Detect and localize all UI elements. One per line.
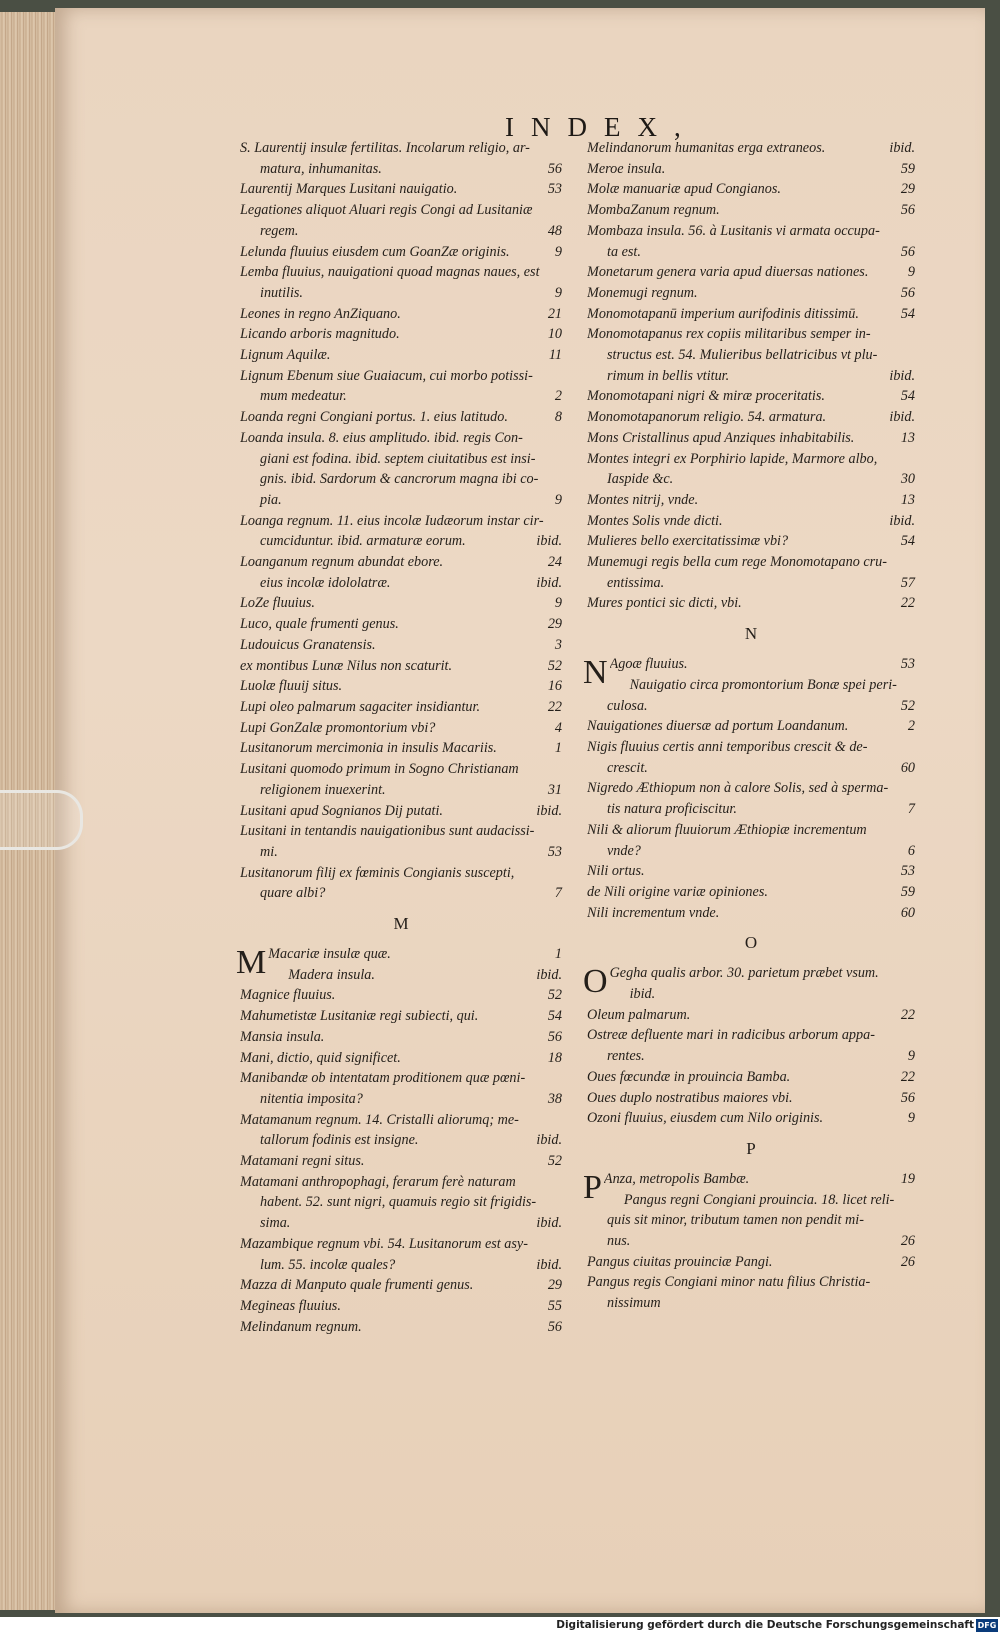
entry-line: Lusitani in tentandis nauigationibus sunt audacissi- (240, 823, 535, 840)
page-reference: 53 (900, 863, 915, 880)
index-entry (240, 656, 562, 677)
index-entry (240, 324, 562, 345)
page-reference: 57 (900, 574, 915, 591)
entry-line: gnis. ibid. Sardorum & cancrorum magna ibi co- (260, 471, 539, 488)
page-reference: 54 (900, 533, 915, 550)
entry-line: Mani, dictio, quid significet. (240, 1049, 401, 1066)
index-entry (240, 821, 562, 862)
entry-line: Nili & aliorum fluuiorum Æthiopiæ incrementum (587, 821, 867, 838)
entries-group-o (583, 963, 915, 1129)
entry-line: entissima. (607, 574, 665, 591)
entry-line: rimum in bellis vtitur. (607, 367, 730, 384)
entry-line: S. Laurentij insulæ fertilitas. Incolarum religio, ar- (240, 140, 530, 156)
entries-group-m (236, 944, 562, 1337)
entry-line: Monomotapanorum religio. 54. armatura. (587, 409, 827, 426)
entry-line: Mansia insula. (240, 1028, 325, 1045)
index-entry (587, 1005, 915, 1026)
index-entry (240, 1172, 562, 1234)
drop-capital: P (583, 1168, 602, 1206)
index-entry (587, 324, 915, 386)
entries-group-l (240, 138, 562, 904)
page-reference: 2 (907, 718, 915, 735)
index-entry (587, 200, 915, 221)
entry-line: Loanganum regnum abundat ebore. (240, 554, 444, 571)
page-reference: 56 (900, 1089, 915, 1106)
index-entry (240, 428, 562, 511)
page-reference: ibid. (536, 966, 562, 983)
index-entry (240, 738, 562, 759)
page-reference: 26 (900, 1233, 915, 1250)
entry-line: crescit. (607, 759, 648, 776)
entry-line: Monomotapanus rex copiis militaribus semper in- (587, 326, 871, 343)
entry-line: structus est. 54. Mulieribus bellatricibus vt plu- (607, 347, 878, 364)
entry-line: Mons Cristallinus apud Anziques inhabitabilis. (587, 429, 855, 446)
page-reference: 26 (900, 1253, 915, 1270)
drop-capital: N (583, 654, 608, 692)
index-entry (587, 221, 915, 262)
page-reference: 22 (547, 698, 562, 715)
spacer (587, 923, 915, 933)
entry-line: Lusitani quomodo primum in Sogno Christianam (240, 761, 519, 778)
index-entry (587, 407, 915, 428)
page-reference: 56 (547, 1318, 562, 1335)
entry-line: ex montibus Lunæ Nilus non scaturit. (240, 657, 453, 674)
index-entry (587, 903, 915, 924)
entry-line: Lupi oleo palmarum sagaciter insidiantur. (240, 698, 481, 715)
entry-line: Gegha qualis arbor. 30. parietum præbet vsum. (609, 965, 879, 982)
entry-line: culosa. (607, 697, 648, 714)
page-reference: ibid. (889, 140, 915, 156)
page-reference: 60 (900, 904, 915, 921)
page-reference: ibid. (536, 574, 562, 591)
page-reference: 13 (900, 491, 915, 508)
page-reference: 9 (554, 243, 562, 260)
page-reference: 38 (547, 1090, 562, 1107)
entry-line: tallorum fodinis est insigne. (260, 1132, 419, 1149)
entry-line: Lignum Ebenum siue Guaiacum, cui morbo potissi- (240, 367, 533, 384)
page-reference: 60 (900, 759, 915, 776)
entry-line: MombaZanum regnum. (587, 202, 720, 219)
entry-line: Melindanorum humanitas erga extraneos. (587, 140, 826, 156)
index-entry (587, 861, 915, 882)
entry-line: religionem inuexerint. (260, 781, 386, 798)
entry-line: Megineas fluuius. (240, 1297, 341, 1314)
entry-line: Pangus regis Congiani minor natu filius Christia- (587, 1274, 871, 1291)
index-entry (240, 1296, 562, 1317)
entry-line: Monomotapani nigri & miræ proceritatis. (587, 388, 825, 405)
index-entry (587, 1190, 915, 1252)
index-entry (587, 1025, 915, 1066)
page-reference: 59 (900, 160, 915, 177)
page-reference: 9 (554, 595, 562, 612)
entry-line: mum medeatur. (260, 388, 347, 405)
entry-line: matura, inhumanitas. (260, 160, 382, 177)
entry-line: regem. (260, 222, 299, 239)
index-entry (240, 718, 562, 739)
entry-line: Luco, quale frumenti genus. (240, 616, 399, 633)
page-reference: 7 (554, 885, 562, 902)
spacer (587, 1159, 915, 1169)
page-reference: 56 (547, 160, 562, 177)
section-letter-n: N (744, 624, 758, 644)
entry-line: lum. 55. incolæ quales? (260, 1256, 396, 1273)
entry-line: Legationes aliquot Aluari regis Congi ad Lusitaniæ (240, 202, 533, 219)
index-entry (240, 635, 562, 656)
index-entry (587, 386, 915, 407)
page-reference: 54 (547, 1008, 562, 1025)
entry-line: Melindanum regnum. (240, 1318, 362, 1335)
index-entry (587, 179, 915, 200)
index-entry (587, 511, 915, 532)
spacer (587, 1129, 915, 1139)
entry-line: eius incolæ idololatræ. (260, 574, 391, 591)
index-entry (587, 1088, 915, 1109)
entry-line: Madera insula. (288, 966, 375, 983)
drop-capital: O (583, 963, 608, 1001)
entry-line: Luolæ fluuij situs. (240, 678, 343, 695)
page-reference: 9 (554, 491, 562, 508)
entry-line: Nigis fluuius certis anni temporibus crescit & de- (587, 738, 868, 755)
page-reference: 4 (554, 719, 562, 736)
page-reference: 52 (547, 987, 562, 1004)
entry-line: Montes nitrij, vnde. (587, 491, 699, 508)
page-reference: 19 (900, 1170, 915, 1187)
page-reference: 54 (900, 388, 915, 405)
entries-group-n (583, 654, 915, 923)
entry-line: Mures pontici sic dicti, vbi. (587, 595, 742, 612)
index-entry (587, 304, 915, 325)
entry-line: Monemugi regnum. (587, 284, 698, 301)
entry-line: Lignum Aquilæ. (240, 347, 331, 364)
index-entry (240, 1006, 562, 1027)
page-reference: 22 (900, 1006, 915, 1023)
page-reference: 31 (547, 781, 562, 798)
page-reference: 9 (907, 1110, 915, 1127)
index-entry (583, 963, 915, 1004)
entry-line: Lupi GonZalæ promontorium vbi? (240, 719, 436, 736)
index-entry (240, 1275, 562, 1296)
page-reference: 56 (547, 1028, 562, 1045)
index-entry (587, 138, 915, 159)
entry-line: Lelunda fluuius eiusdem cum GoanZæ originis. (240, 243, 510, 260)
page-reference: ibid. (536, 1132, 562, 1149)
entry-line: Lemba fluuius, nauigationi quoad magnas naues, est (240, 264, 540, 281)
index-entry (587, 882, 915, 903)
entry-line: Montes integri ex Porphirio lapide, Marmore albo, (587, 450, 878, 467)
index-entry (240, 345, 562, 366)
index-entry (587, 552, 915, 593)
page-reference: 29 (547, 1277, 562, 1294)
entry-line: giani est fodina. ibid. septem ciuitatibus est insi- (260, 450, 536, 467)
page-reference: 13 (900, 429, 915, 446)
entry-line: vnde? (607, 842, 641, 859)
page-reference: 8 (554, 409, 562, 426)
entry-line: Monetarum genera varia apud diuersas nationes. (587, 264, 869, 281)
index-entry (240, 200, 562, 241)
entry-line: Pangus ciuitas prouinciæ Pangi. (587, 1253, 773, 1270)
dfg-logo: DFG (977, 1621, 997, 1630)
index-entry (240, 1110, 562, 1151)
entry-line: nissimum (607, 1295, 661, 1312)
entry-line: inutilis. (260, 284, 303, 301)
index-entry (587, 1252, 915, 1273)
page-reference: 53 (547, 181, 562, 198)
entry-line: Mazambique regnum vbi. 54. Lusitanorum est asy- (240, 1235, 528, 1252)
page-reference: 29 (900, 181, 915, 198)
page-reference: 10 (547, 326, 562, 343)
index-entry (587, 531, 915, 552)
page-reference: 22 (900, 1068, 915, 1085)
entry-line: Matamanum regnum. 14. Cristalli aliorumq; me- (240, 1111, 519, 1128)
index-entry (587, 716, 915, 737)
entry-line: Molæ manuariæ apud Congianos. (587, 181, 781, 198)
index-entry (587, 778, 915, 819)
entry-line: Montes Solis vnde dicti. (587, 512, 723, 529)
entry-line: nus. (607, 1233, 631, 1250)
page-clip (0, 790, 83, 850)
section-letter-p: P (746, 1138, 756, 1158)
entry-line: Oues duplo nostratibus maiores vbi. (587, 1089, 793, 1106)
spacer (587, 644, 915, 654)
index-entry (240, 863, 562, 904)
index-entry (240, 407, 562, 428)
page-reference: ibid. (536, 533, 562, 550)
entry-line: sima. (260, 1215, 291, 1232)
entry-line: Oues fœcundæ in prouincia Bamba. (587, 1068, 791, 1085)
spacer (587, 614, 915, 624)
index-entry (240, 552, 562, 573)
page-reference: 3 (554, 636, 562, 653)
running-head: INDEX, (505, 112, 698, 142)
entry-line: Licando arboris magnitudo. (240, 326, 400, 343)
index-entry (240, 262, 562, 303)
entry-line: ta est. (607, 243, 641, 260)
drop-capital: M (236, 944, 267, 982)
section-letter-m: M (393, 914, 409, 934)
page-reference: 24 (547, 554, 562, 571)
index-entry (240, 1027, 562, 1048)
entry-line: Meroe insula. (587, 160, 666, 177)
index-entry (587, 593, 915, 614)
entry-line: tis natura proficiscitur. (607, 801, 737, 818)
entry-line: Lusitanorum mercimonia in insulis Macariis. (240, 740, 497, 757)
page-reference: 21 (547, 305, 562, 322)
entry-line: Nauigatio circa promontorium Bonæ spei peri- (629, 676, 897, 693)
entries-group-m-cont (587, 138, 915, 614)
index-entry (240, 614, 562, 635)
page-reference: 2 (554, 388, 562, 405)
page-reference: 16 (547, 678, 562, 695)
entry-line: quare albi? (260, 885, 326, 902)
entries-group-p (583, 1168, 915, 1314)
index-entry (240, 242, 562, 263)
page-reference: 9 (907, 1048, 915, 1065)
entry-line: Mulieres bello exercitatissimæ vbi? (587, 533, 789, 550)
index-entry (587, 262, 915, 283)
entry-line: Mombaza insula. 56. à Lusitanis vi armata occupa- (587, 222, 880, 239)
footer-credit: Digitalisierung gefördert durch die Deutsche Forschungsgemeinschaft (556, 1619, 974, 1631)
index-entry (587, 1067, 915, 1088)
index-entry (240, 985, 562, 1006)
page-reference: 53 (900, 656, 915, 673)
page-reference: 11 (548, 347, 562, 364)
entry-line: quis sit minor, tributum tamen non pendit mi- (607, 1212, 864, 1229)
page-reference: 56 (900, 284, 915, 301)
page-reference: 53 (547, 843, 562, 860)
page-reference: 52 (900, 697, 915, 714)
entry-line: Matamani anthropophagi, ferarum ferè naturam (240, 1173, 516, 1190)
entry-line: Iaspide &c. (607, 471, 674, 488)
page-reference: 52 (547, 657, 562, 674)
entry-line: Mazza di Manputo quale frumenti genus. (240, 1277, 474, 1294)
entry-line: Loanda regni Congiani portus. 1. eius latitudo. (240, 409, 508, 426)
spacer (240, 904, 562, 914)
index-entry (240, 366, 562, 407)
entry-line: cumciduntur. ibid. armaturæ eorum. (260, 533, 466, 550)
entry-line: Nili incrementum vnde. (587, 904, 720, 921)
entry-line: de Nili origine variæ opiniones. (587, 883, 768, 900)
index-entry (240, 759, 562, 800)
index-entry (240, 304, 562, 325)
entry-line: rentes. (607, 1048, 645, 1065)
entry-line: Lusitanorum filij ex fœminis Congianis suscepti, (240, 864, 515, 881)
page-reference: 29 (547, 616, 562, 633)
entry-line: Macariæ insulæ quæ. (268, 946, 391, 963)
page-reference: 59 (900, 883, 915, 900)
section-letter-o: O (744, 933, 758, 953)
page-reference: 54 (900, 305, 915, 322)
index-entry (587, 283, 915, 304)
entry-line: Pangus regni Congiani prouincia. 18. licet reli- (623, 1191, 895, 1208)
entry-line: Matamani regni situs. (240, 1153, 365, 1170)
page-reference: 56 (900, 202, 915, 219)
index-entry (240, 1151, 562, 1172)
page-reference: 55 (547, 1297, 562, 1314)
index-entry (587, 428, 915, 449)
entry-line: Lusitani apud Sognianos Dij putati. (240, 802, 443, 819)
entry-line: Nigredo Æthiopum non à calore Solis, sed à sperma- (587, 780, 889, 797)
index-column-left (236, 138, 562, 1337)
page-reference: 18 (547, 1049, 562, 1066)
index-entry (240, 1234, 562, 1275)
entry-line: Ozoni fluuius, eiusdem cum Nilo originis. (587, 1110, 824, 1127)
spacer (240, 934, 562, 944)
index-entry (240, 965, 562, 986)
entry-line: Leones in regno AnZiquano. (240, 305, 401, 322)
page-reference: 7 (907, 801, 915, 818)
index-column-right (583, 138, 915, 1314)
index-entry (240, 1317, 562, 1338)
entry-line: Laurentij Marques Lusitani nauigatio. (240, 181, 458, 198)
entry-line: nitentia imposita? (260, 1090, 363, 1107)
index-entry (240, 138, 562, 179)
index-entry (240, 676, 562, 697)
index-entry (240, 511, 562, 552)
entry-line: habent. 52. sunt nigri, quamuis regio sit frigidis- (260, 1194, 537, 1211)
index-entry (240, 1048, 562, 1069)
entry-line: Ostreæ defluente mari in radicibus arborum appa- (587, 1027, 875, 1044)
page-reference: 9 (907, 264, 915, 281)
entry-line: Monomotapanū imperium aurifodinis ditissimū. (587, 305, 859, 322)
entry-line: Magnice fluuius. (240, 987, 336, 1004)
entry-line: Oleum palmarum. (587, 1006, 691, 1023)
entry-line: Loanda insula. 8. eius amplitudo. ibid. regis Con- (240, 429, 523, 446)
page-reference: 56 (900, 243, 915, 260)
index-entry (240, 801, 562, 822)
page-reference: ibid. (889, 512, 915, 529)
entry-line: LoZe fluuius. (240, 595, 315, 612)
entry-line: Munemugi regis bella cum rege Monomotapano cru- (587, 554, 887, 571)
index-entry (587, 449, 915, 490)
index-entry (587, 1272, 915, 1313)
entry-line: ibid. (629, 986, 656, 1003)
entry-line: Nauigationes diuersæ ad portum Loandanum. (587, 718, 849, 735)
entry-line: Nili ortus. (587, 863, 645, 880)
index-entry (587, 490, 915, 511)
page-reference: ibid. (536, 802, 562, 819)
entry-line: Loanga regnum. 11. eius incolæ Iudæorum instar cir- (240, 512, 544, 529)
page-reference: 9 (554, 284, 562, 301)
page-reference: ibid. (889, 367, 915, 384)
entry-line: Ludouicus Granatensis. (240, 636, 376, 653)
page-reference: 52 (547, 1153, 562, 1170)
index-entry (240, 697, 562, 718)
page-reference: ibid. (536, 1215, 562, 1232)
index-entry (240, 593, 562, 614)
page-reference: ibid. (889, 409, 915, 426)
entry-line: Anza, metropolis Bambæ. (603, 1170, 750, 1187)
entry-line: Agoæ fluuius. (609, 656, 688, 673)
index-entry (240, 1068, 562, 1109)
index-entry (587, 1108, 915, 1129)
page-reference: ibid. (536, 1256, 562, 1273)
entry-line: mi. (260, 843, 278, 860)
index-entry (587, 820, 915, 861)
spacer (587, 953, 915, 963)
entry-line: Manibandæ ob intentatam proditionem quæ pœni- (240, 1070, 526, 1087)
page-reference: 30 (900, 471, 915, 488)
entry-line: pia. (260, 491, 282, 508)
index-entry (587, 159, 915, 180)
index-entry (587, 675, 915, 716)
index-entry (240, 179, 562, 200)
index-entry (587, 737, 915, 778)
entry-line: Mahumetistæ Lusitaniæ regi subiecti, qui. (240, 1008, 479, 1025)
page-reference: 48 (547, 222, 562, 239)
page-reference: 22 (900, 595, 915, 612)
index-entry (240, 573, 562, 594)
page-reference: 1 (554, 946, 562, 963)
page-reference: 1 (554, 740, 562, 757)
page-reference: 6 (907, 842, 915, 859)
